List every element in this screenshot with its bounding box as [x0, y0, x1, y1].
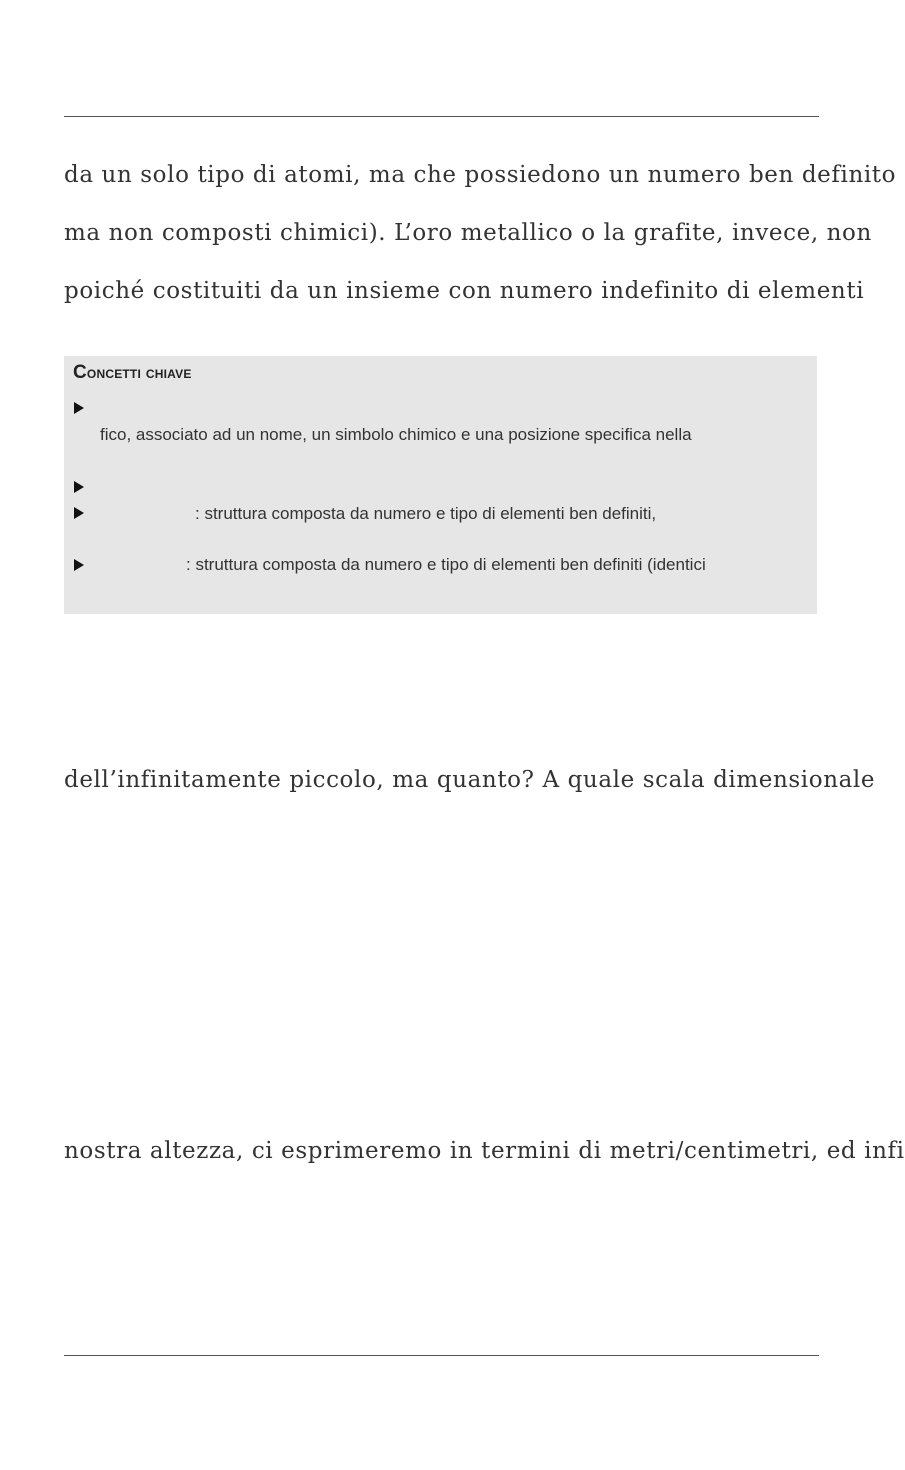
- body-text-line: da un solo tipo di atomi, ma che possiedono un numero ben definito: [64, 162, 897, 188]
- header-rule: [64, 116, 819, 117]
- key-concepts-box: [64, 356, 817, 614]
- key-concept-item: fico, associato ad un nome, un simbolo chimico e una posizione specifica nella: [100, 425, 692, 444]
- key-concepts-title: Concetti chiave: [73, 362, 192, 383]
- body-text-line: nostra altezza, ci esprimeremo in termini di metri/centimetri, ed infi: [64, 1138, 905, 1164]
- bullet-arrow-icon: [74, 481, 84, 493]
- key-concept-item: : struttura composta da numero e tipo di elementi ben definiti (identici: [186, 555, 706, 574]
- footer-rule: [64, 1355, 819, 1356]
- bullet-arrow-icon: [74, 507, 84, 519]
- bullet-arrow-icon: [74, 402, 84, 414]
- body-text-line: poiché costituiti da un insieme con numero indefinito di elementi: [64, 278, 865, 304]
- key-concept-item: : struttura composta da numero e tipo di elementi ben definiti,: [195, 504, 657, 523]
- bullet-arrow-icon: [74, 559, 84, 571]
- body-text-line: ma non composti chimici). L’oro metallico o la grafite, invece, non: [64, 220, 872, 246]
- body-text-line: dell’infinitamente piccolo, ma quanto? A quale scala dimensionale: [64, 767, 876, 793]
